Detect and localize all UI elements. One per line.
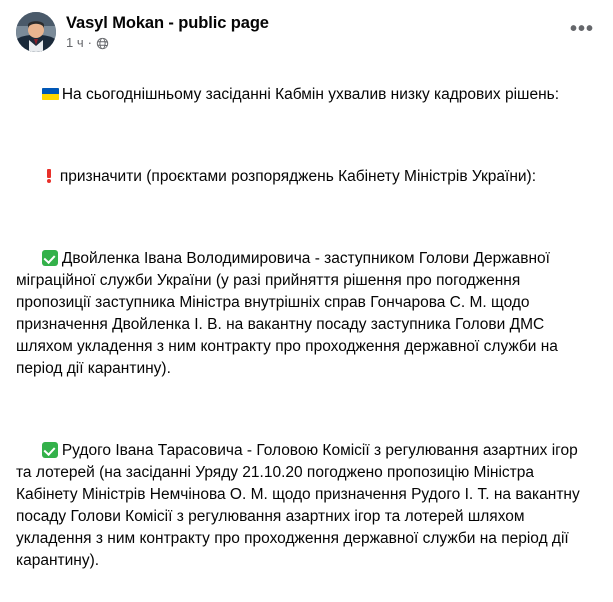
meta-separator: · [87, 35, 92, 50]
post-paragraph [16, 418, 597, 594]
post-paragraph [16, 62, 597, 128]
check-mark-emoji [42, 442, 58, 458]
paragraph-text: Рудого Івана Тарасовича - Головою Комісії з регулювання азартних ігор та лотерей (на засіданні Уряду 21.10.20 погоджено пропозицію Міністра Кабінету Міністрів Немчінова О. М. щодо призначення Рудого І. Т. на вакантну посаду Голови Комісії з регулювання азартних ігор та лотерей шляхом укладення з ним контракту про проходження державної служби на період дії карантину). [16, 442, 585, 569]
post-paragraph [16, 226, 597, 402]
post-header [16, 12, 597, 52]
post-body [16, 62, 597, 602]
avatar[interactable] [16, 12, 56, 52]
post-paragraph [16, 144, 597, 210]
paragraph-text: На сьогоднішньому засіданні Кабмін ухвалив низку кадрових рішень: [61, 86, 560, 103]
check-mark-emoji [42, 250, 58, 266]
post-header-text [66, 12, 269, 51]
post-options-button[interactable]: ••• [569, 18, 594, 40]
post-meta [66, 35, 269, 51]
author-name[interactable]: Vasyl Mokan - public page [66, 14, 269, 32]
exclamation-emoji [42, 168, 57, 183]
globe-icon [96, 37, 109, 50]
paragraph-text: призначити (проєктами розпоряджень Кабінету Міністрів України): [59, 168, 537, 185]
paragraph-text: Двойленка Івана Володимировича - заступником Голови Державної міграційної служби України (у разі прийняття рішення про погодження пропозиції заступника Міністра внутрішніх справ Гончарова С. М. щодо призначення Двойленка І. В. на вакантну посаду заступника Голови ДМС шляхом укладення з ним контракту про проходження державної служби на період дії карантину). [16, 250, 563, 377]
post-timestamp[interactable]: 1 ч [66, 35, 84, 50]
flag-ukraine-emoji [42, 88, 59, 100]
